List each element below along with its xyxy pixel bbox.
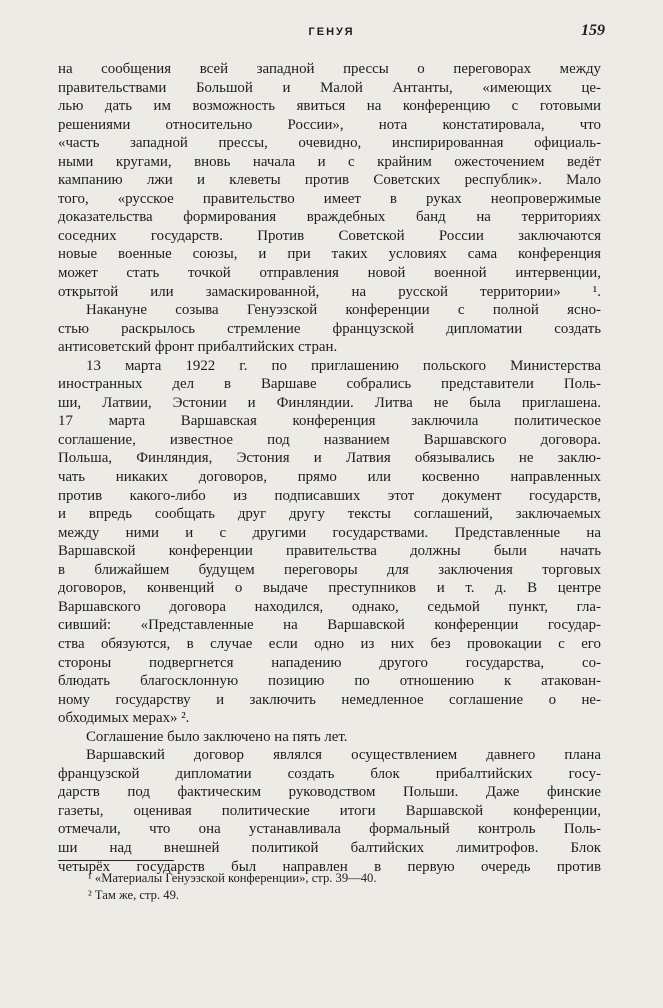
text-line: иностранных дел в Варшаве собрались представители Поль- — [58, 376, 601, 393]
text-line: Варшавский договор являлся осуществлением давнего плана — [86, 747, 601, 764]
text-line: Накануне созыва Генуэзской конференции с полной ясно- — [86, 302, 601, 319]
text-line: открытой или замаскированной, на русской территории» ¹. — [58, 283, 601, 300]
footnote-divider — [58, 860, 174, 861]
text-line: газеты, оценивая политические итоги Варшавской конференции, — [58, 802, 601, 819]
text-line: ства обязуются, в случае если одно из них без провокации с его — [58, 635, 601, 652]
text-line: может стать точкой отправления новой военной интервенции, — [58, 265, 601, 282]
text-line: ши над внешней политикой балтийских лимитрофов. Блок — [58, 839, 601, 856]
text-line: Варшавского договора находился, однако, седьмой пункт, гла- — [58, 598, 601, 615]
text-line: того, «русское правительство имеет в руках неопровержимые — [58, 190, 601, 207]
text-line: 17 марта Варшавская конференция заключила политическое — [58, 413, 601, 430]
running-header — [58, 22, 605, 44]
text-line: ному государству и заключить немедленное соглашение о не- — [58, 691, 601, 708]
text-line: 13 марта 1922 г. по приглашению польского Министерства — [86, 357, 601, 374]
text-line: решениями относительно России», нота констатировала, что — [58, 116, 601, 133]
text-line: французской дипломатии создать блок прибалтийских госу- — [58, 765, 601, 782]
page-number: 159 — [581, 22, 605, 39]
text-line: кампанию лжи и клеветы против Советских республик». Мало — [58, 172, 601, 189]
text-line: дарств под фактическим руководством Польши. Даже финские — [58, 784, 601, 801]
running-title: ГЕНУЯ — [308, 26, 355, 38]
text-line: Варшавской конференции правительства должны были начать — [58, 543, 601, 560]
text-line: Соглашение было заключено на пять лет. — [86, 728, 348, 745]
main-text — [58, 60, 601, 876]
text-line: Польша, Финляндия, Эстония и Латвия обязывались не заклю- — [58, 450, 601, 467]
text-line: лью дать им возможность явиться на конференцию с готовыми — [58, 98, 601, 115]
text-line: соглашение, известное под названием Варшавского договора. — [58, 431, 601, 448]
text-line: чать никаких договоров, прямо или косвенно направленных — [58, 469, 601, 486]
text-line: соседних государств. Против Советской России заключаются — [58, 227, 601, 244]
text-line: на сообщения всей западной прессы о переговорах между — [58, 61, 601, 77]
footnotes — [58, 870, 601, 904]
text-line: против какого-либо из подписавших этот документ государств, — [58, 487, 601, 504]
text-line: обходимых мерах» ². — [58, 710, 190, 727]
text-line: антисоветский фронт прибалтийских стран. — [58, 339, 338, 356]
text-line: сивший: «Представленные на Варшавской конференции государ- — [58, 617, 601, 634]
text-line: стороны подвергнется нападению другого государства, со- — [58, 654, 601, 671]
text-line: правительствами Большой и Малой Антанты, «имеющих це- — [58, 79, 601, 96]
text-line: в ближайшем будущем переговоры для заключения торговых — [58, 561, 601, 578]
footnote: ² Там же, стр. 49. — [88, 888, 180, 902]
text-line: и впредь сообщать друг другу тексты соглашений, заключаемых — [58, 506, 601, 523]
text-line: «часть западной прессы, очевидно, инспирированная официаль- — [58, 135, 601, 152]
text-line: четырёх государств был направлен в первую очередь против — [58, 858, 601, 875]
text-line: договоров, конвенций о выдаче преступников и т. д. В центре — [58, 580, 601, 597]
text-line: между ними и с другими государствами. Представленные на — [58, 524, 601, 541]
text-line: отмечали, что она устанавливала формальный контроль Поль- — [58, 821, 601, 838]
text-line: ши, Латвии, Эстонии и Финляндии. Литва не была приглашена. — [58, 394, 601, 411]
text-line: стью раскрылось стремление французской дипломатии создать — [58, 320, 601, 337]
footnote: ¹ «Материалы Генуэзской конференции», стр. 39—40. — [88, 871, 377, 885]
text-line: ными кругами, вновь начала и с крайним ожесточением ведёт — [58, 153, 601, 170]
text-line: доказательства формирования враждебных банд на территориях — [58, 209, 601, 226]
text-line: блюдать благосклонную позицию по отношению к атакован- — [58, 673, 601, 690]
text-line: новые военные союзы, и при таких условиях сама конференция — [58, 246, 601, 263]
